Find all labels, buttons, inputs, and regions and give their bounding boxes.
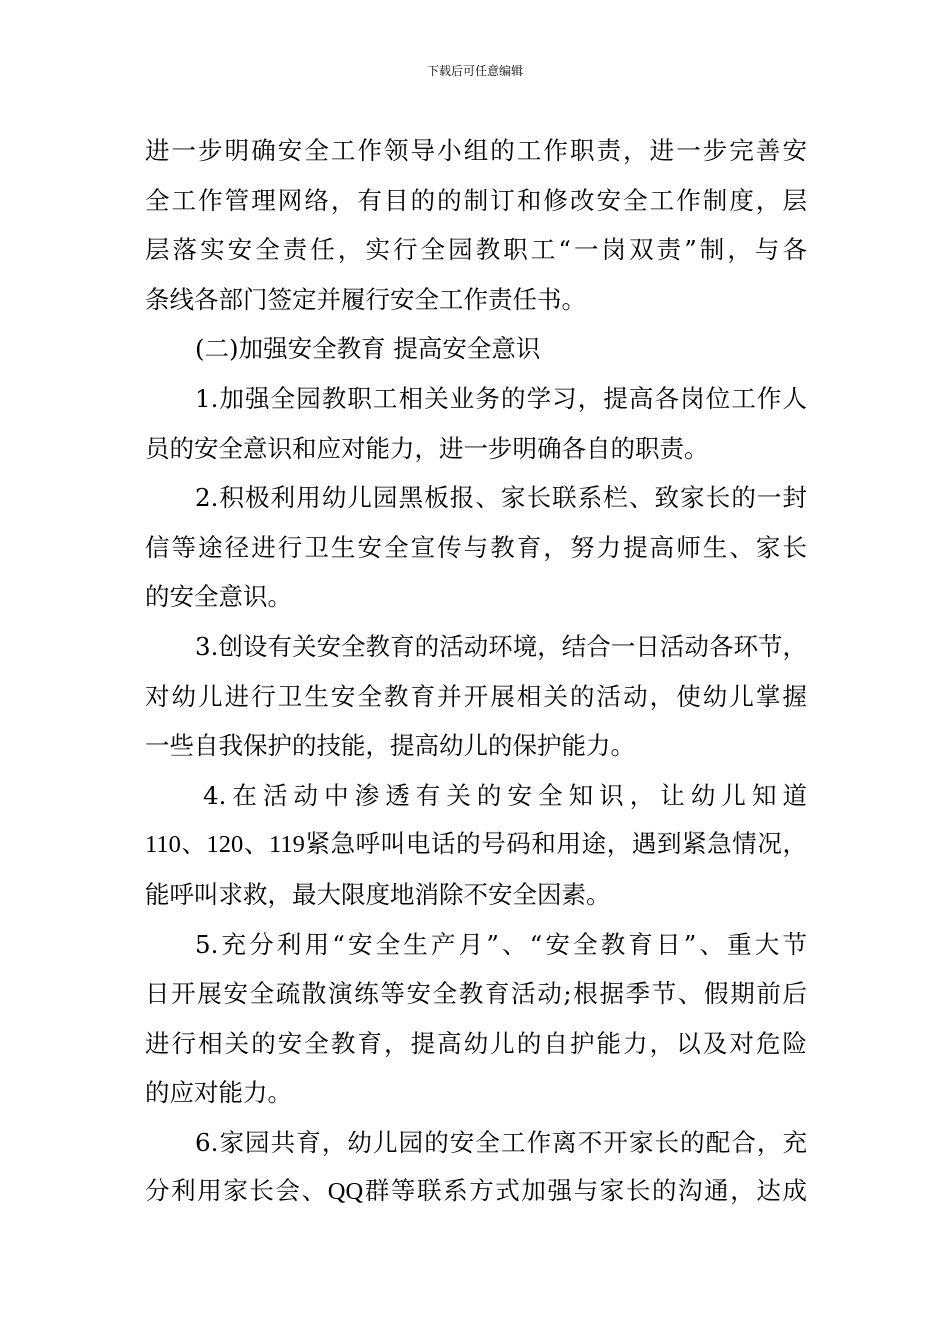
text-line: 的安全意识。 [145,582,292,612]
text-line: 日开展安全疏散演练等安全教育活动;根据季节、假期前后 [145,979,807,1009]
text-line: 110、120、119紧急呼叫电话的号码和用途，遇到紧急情况， [145,831,807,859]
text-line: 能呼叫求救，最大限度地消除不安全因素。 [145,879,611,909]
text-line: 5.充分利用“安全生产月”、“安全教育日”、重大节 [195,929,807,959]
text-line: 1.加强全园教职工相关业务的学习，提高各岗位工作人 [195,383,807,413]
text-line: 员的安全意识和应对能力，进一步明确各自的职责。 [145,433,709,463]
text-line: 进一步明确安全工作领导小组的工作职责，进一步完善安 [145,136,807,165]
text-line: 6.家园共育，幼儿园的安全工作离不开家长的配合，充 [195,1127,807,1157]
document-body [145,126,807,1217]
text-line: 4.在活动中渗透有关的安全知识，让幼儿知道 [203,780,807,810]
text-line: 层落实安全责任，实行全园教职工“一岗双责”制，与各 [145,235,807,265]
text-line: 信等途径进行卫生安全宣传与教育，努力提高师生、家长 [145,532,807,562]
text-line: 全工作管理网络，有目的的制订和修改安全工作制度，层 [145,185,807,215]
text-line: 一些自我保护的技能，提高幼儿的保护能力。 [145,731,635,761]
text-line: 3.创设有关安全教育的活动环境，结合一日活动各环节， [195,631,807,661]
text-line: 分利用家长会、QQ群等联系方式加强与家长的沟通，达成 [145,1178,807,1206]
page-header: 下载后可任意编辑 [426,64,523,78]
section-heading: (二)加强安全教育 提高安全意识 [195,334,541,364]
text-line: 对幼儿进行卫生安全教育并开展相关的活动，使幼儿掌握 [145,681,807,711]
text-line: 进行相关的安全教育，提高幼儿的自护能力，以及对危险 [145,1028,807,1058]
text-line: 的应对能力。 [145,1078,292,1108]
text-line: 条线各部门签定并履行安全工作责任书。 [145,284,586,314]
text-line: 2.积极利用幼儿园黑板报、家长联系栏、致家长的一封 [195,483,807,513]
